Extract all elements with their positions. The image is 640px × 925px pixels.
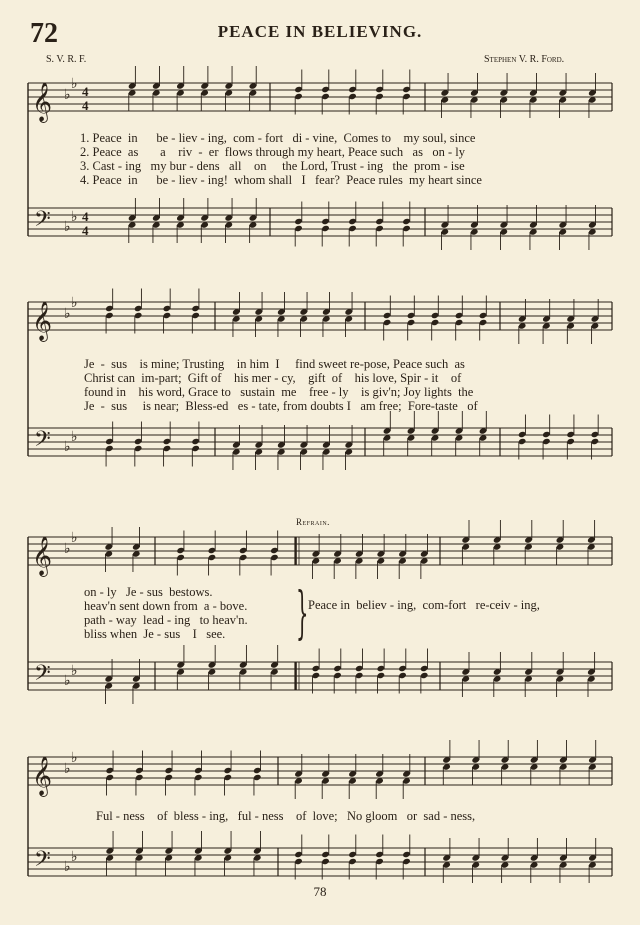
- flat-icon: ♭: [64, 87, 71, 103]
- hymn-number: 72: [30, 18, 58, 49]
- time-signature: 4: [82, 209, 89, 224]
- composer-credit: Stephen V. R. Ford.: [484, 54, 565, 65]
- flat-icon: ♭: [64, 439, 71, 455]
- lyric-line-4: Ful - ness of bless - ing, ful - ness of love; No gloom or sad - ness,: [96, 809, 476, 823]
- bass-clef-icon: 𝄢: [34, 661, 51, 691]
- flat-icon: ♭: [71, 530, 78, 546]
- lyricist-credit: S. V. R. F.: [46, 54, 87, 65]
- page-number: 78: [313, 884, 327, 899]
- hymn-title: PEACE IN BELIEVING.: [217, 22, 423, 41]
- bass-clef-icon: 𝄢: [34, 847, 51, 877]
- lyric-line-2-verse-2: Christ can im-part; Gift of his mer - cy, gift of his love, Spir - it of: [84, 371, 462, 385]
- flat-icon: ♭: [71, 849, 78, 865]
- lyric-line-2-verse-1: Je - sus is mine; Trusting in him I find sweet re-pose, Peace such as: [84, 357, 465, 371]
- verse-brace: }: [296, 581, 309, 646]
- flat-icon: ♭: [71, 663, 78, 679]
- lyric-line-3-verse-1: on - ly Je - sus bestows.: [84, 585, 213, 599]
- lyric-line-1-verse-3: 3. Cast - ing my bur - dens all on the Lord, Trust - ing the prom - ise: [80, 159, 465, 173]
- flat-icon: ♭: [71, 429, 78, 445]
- time-signature: 4: [82, 98, 89, 113]
- lyric-line-3-verse-2: heav'n sent down from a - bove.: [84, 599, 248, 613]
- flat-icon: ♭: [64, 306, 71, 322]
- flat-icon: ♭: [71, 295, 78, 311]
- bass-clef-icon: 𝄢: [34, 427, 51, 457]
- refrain-label: Refrain.: [296, 517, 330, 527]
- bass-clef-icon: 𝄢: [34, 207, 51, 237]
- flat-icon: ♭: [64, 673, 71, 689]
- time-signature: 4: [82, 84, 89, 99]
- lyric-line-1-verse-4: 4. Peace in be - liev - ing! whom shall I fear? Peace rules my heart since: [80, 173, 482, 187]
- treble-clef-icon: 𝄞: [32, 82, 53, 122]
- lyric-line-3-verse-4: bliss when Je - sus I see.: [84, 627, 226, 641]
- flat-icon: ♭: [71, 209, 78, 225]
- flat-icon: ♭: [64, 219, 71, 235]
- time-signature: 4: [82, 223, 89, 238]
- flat-icon: ♭: [64, 761, 71, 777]
- lyric-line-1-verse-2: 2. Peace as a riv - er flows through my heart, Peace such as on - ly: [80, 145, 465, 159]
- treble-clef-icon: 𝄞: [32, 301, 53, 341]
- treble-clef-icon: 𝄞: [32, 536, 53, 576]
- lyric-line-3-verse-3: path - way lead - ing to heav'n.: [84, 613, 248, 627]
- treble-clef-icon: 𝄞: [32, 756, 53, 796]
- flat-icon: ♭: [71, 750, 78, 766]
- flat-icon: ♭: [71, 76, 78, 92]
- refrain-lyric: Peace in believ - ing, com-fort re-ceiv - ing,: [308, 598, 540, 612]
- lyric-line-2-verse-4: Je - sus is near; Bless-ed es - tate, from doubts I am free; Fore-taste of: [84, 399, 478, 413]
- lyric-line-1-verse-1: 1. Peace in be - liev - ing, com - fort di - vine, Comes to my soul, since: [80, 131, 476, 145]
- flat-icon: ♭: [64, 859, 71, 875]
- lyric-line-2-verse-3: found in his word, Grace to sustain me free - ly is giv'n; Joy lights the: [84, 385, 474, 399]
- flat-icon: ♭: [64, 541, 71, 557]
